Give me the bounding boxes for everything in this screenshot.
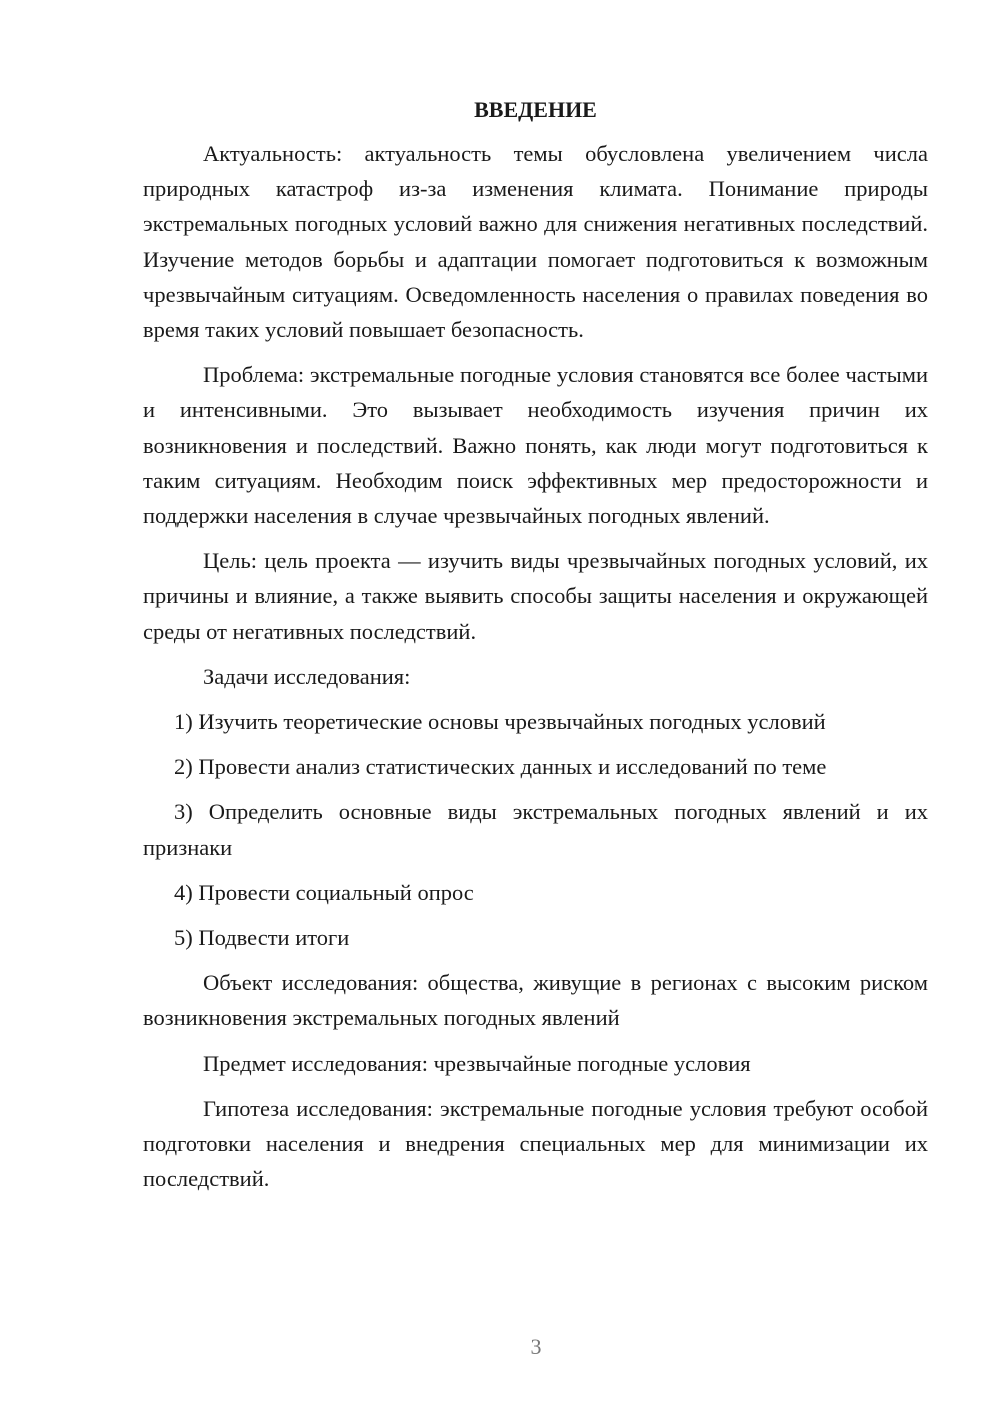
paragraph-problem: Проблема: экстремальные погодные условия становятся все более частыми и интенсивными. Это вызывает необходимость изучения причин их возникновения и последствий. Важно понять, как люди могут подготовиться к таким ситуациям. Необходим поиск эффективных мер предосторожности и поддержки населения в случае чрезвычайных погодных явлений. [143,362,928,529]
paragraph-hypothesis: Гипотеза исследования: экстремальные погодные условия требуют особой подготовки населения и внедрения специальных мер для минимизации их последствий. [143,1095,928,1192]
task-item-1: 1) Изучить теоретические основы чрезвычайных погодных условий [174,709,826,735]
page-title: ВВЕДЕНИЕ [474,97,597,122]
paragraph-goal: Цель: цель проекта — изучить виды чрезвычайных погодных условий, их причины и влияние, а также выявить способы защиты населения и окружающей среды от негативных последствий. [143,548,928,644]
paragraph-subject: Предмет исследования: чрезвычайные погодные условия [203,1050,751,1076]
document-page [143,92,928,1206]
paragraph-tasks-heading: Задачи исследования: [203,663,411,689]
task-item-4: 4) Провести социальный опрос [174,879,474,905]
paragraph-object: Объект исследования: общества, живущие в регионах с высоким риском возникновения экстремальных погодных явлений [143,970,928,1031]
paragraph-relevance: Актуальность: актуальность темы обусловлена увеличением числа природных катастроф из-за изменения климата. Понимание природы экстремальных погодных условий важно для снижения негативных последствий. Изучение методов борьбы и адаптации помогает подготовиться к возможным чрезвычайным ситуациям. Осведомленность населения о правилах поведения во время таких условий повышает безопасность. [143,141,928,343]
task-item-5: 5) Подвести итоги [174,925,350,951]
page-number: 3 [530,1334,542,1359]
task-item-3: 3) Определить основные виды экстремальных погодных явлений и их признаки [143,799,928,860]
task-item-2: 2) Провести анализ статистических данных и исследований по теме [174,754,827,780]
